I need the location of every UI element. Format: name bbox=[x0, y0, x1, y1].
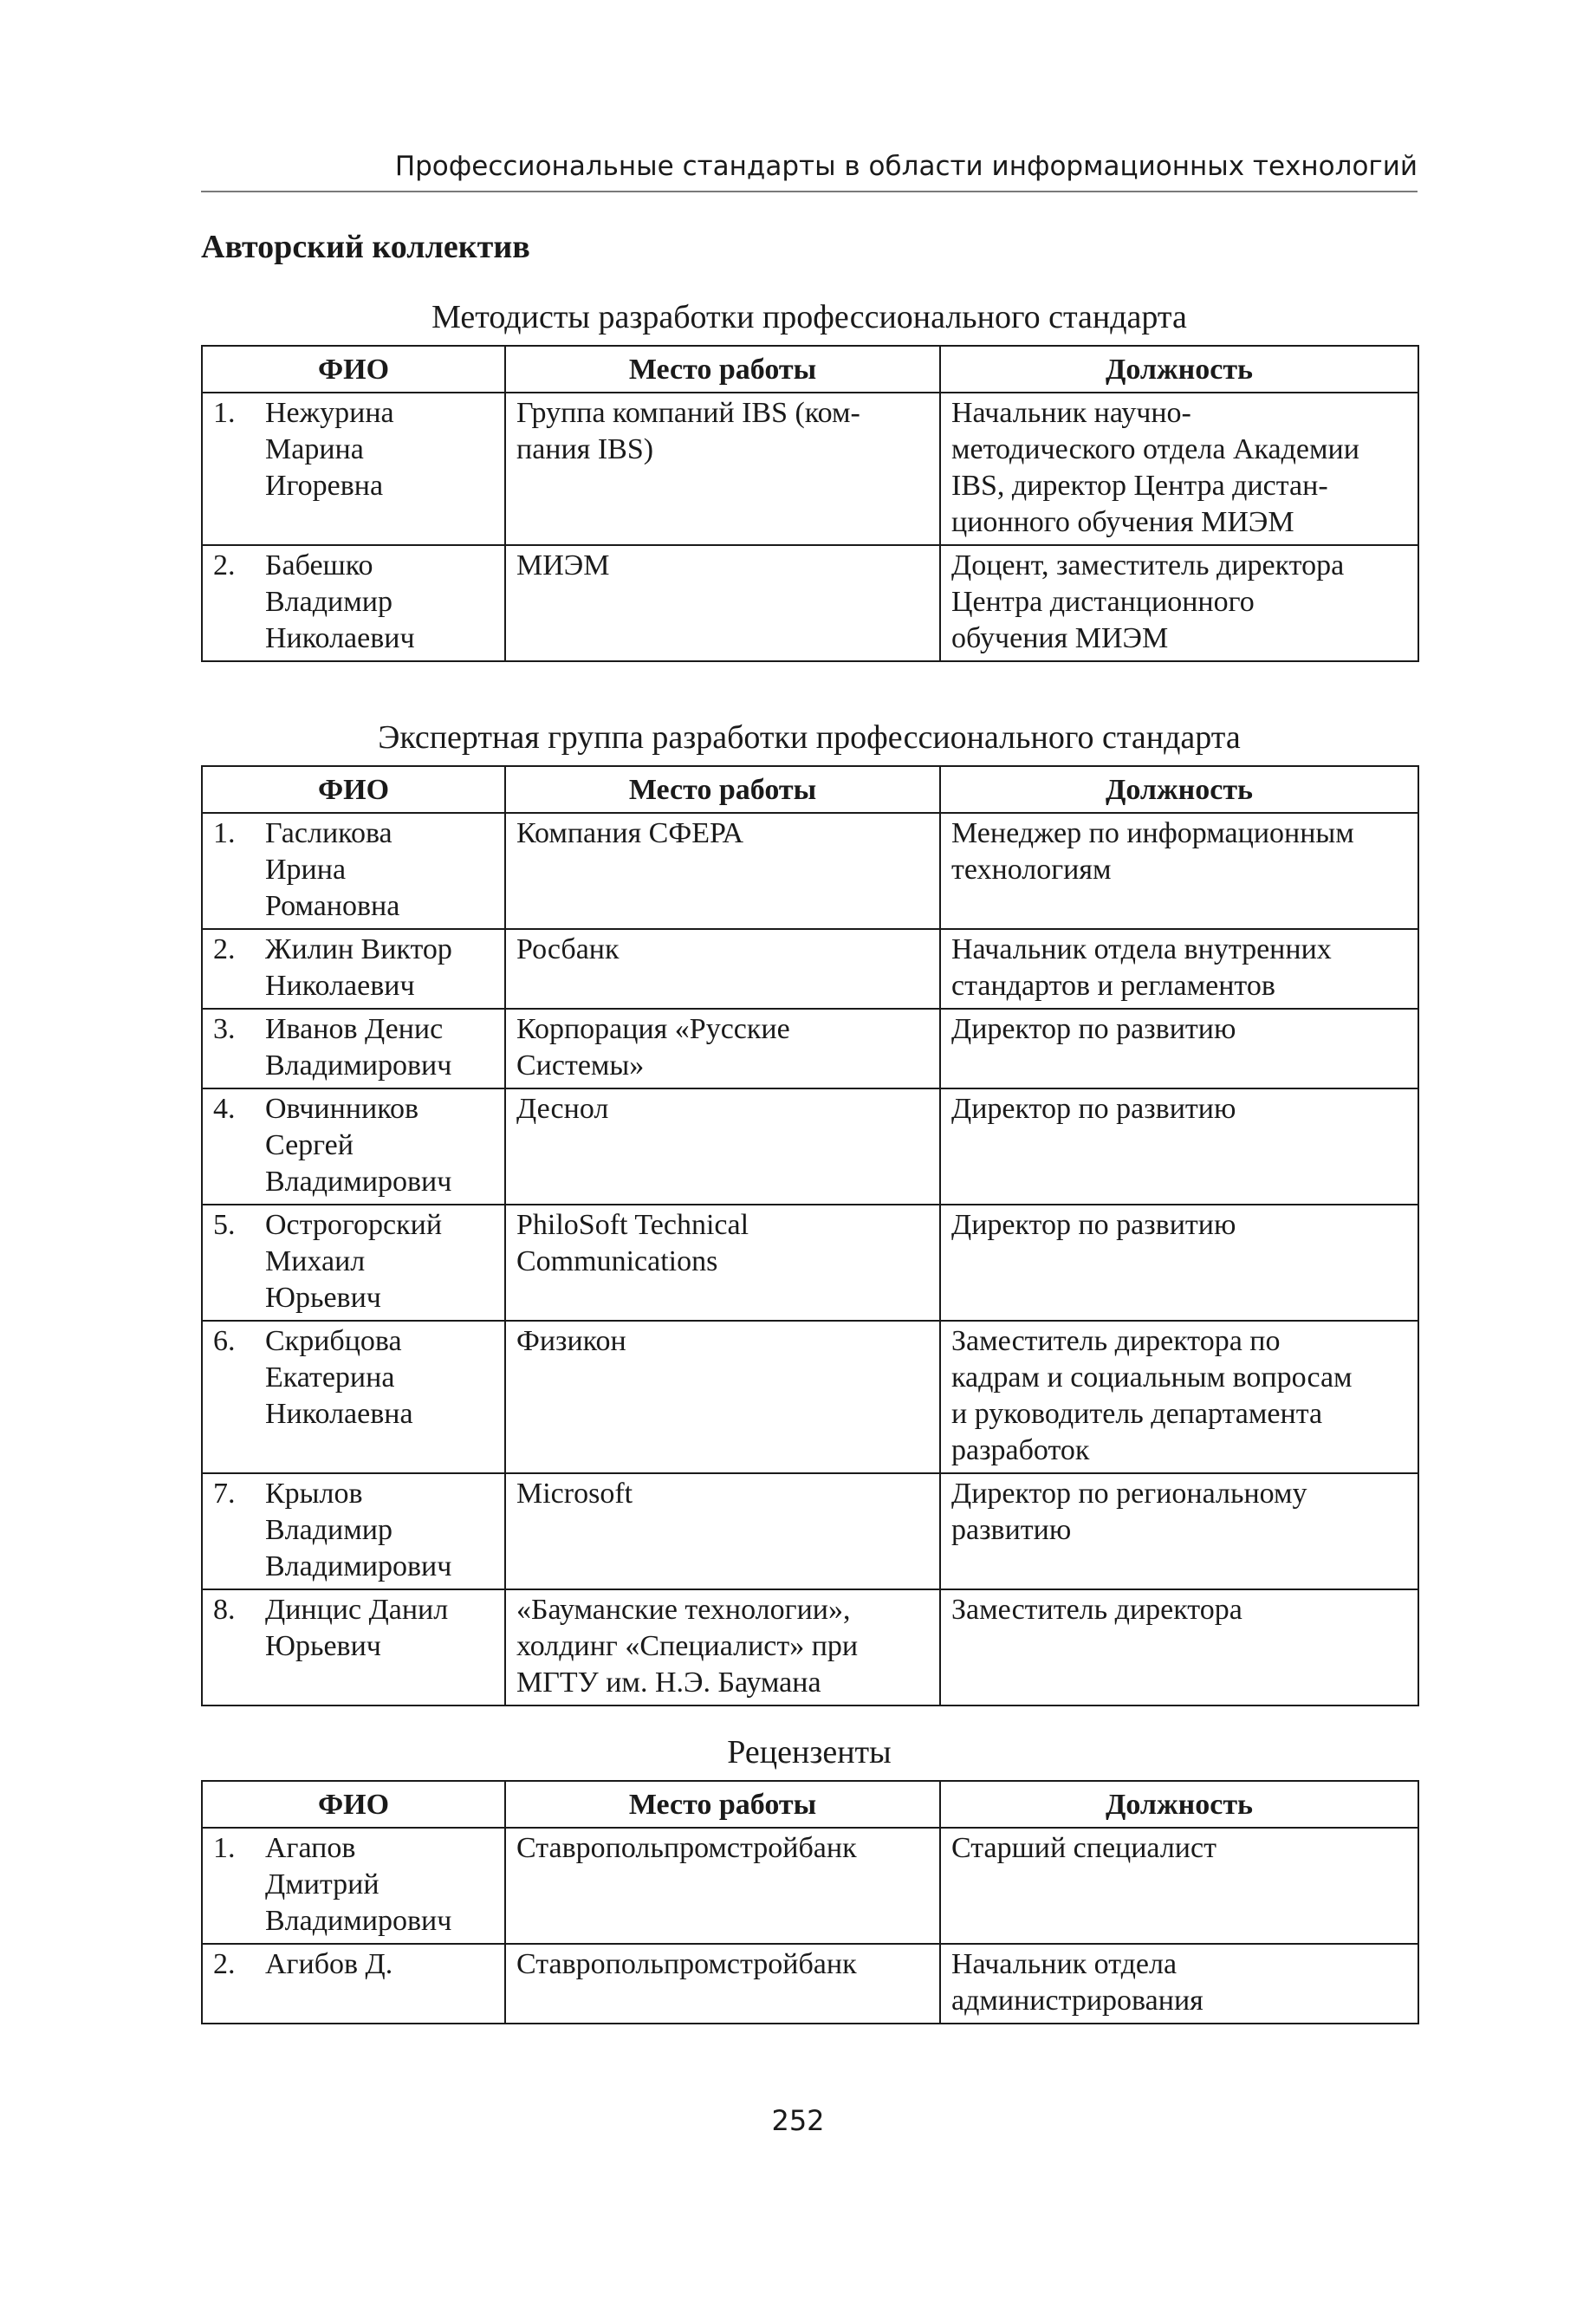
column-header-position: Должность bbox=[940, 346, 1418, 393]
table-row bbox=[202, 393, 1418, 545]
person-name: Агапов Дмитрий Владимирович bbox=[265, 1832, 452, 1937]
fio-cell bbox=[202, 1088, 505, 1205]
workplace-cell: Microsoft bbox=[505, 1473, 940, 1589]
table-row bbox=[202, 1088, 1418, 1205]
fio-wrapper bbox=[213, 815, 494, 925]
row-number: 5. bbox=[213, 1209, 236, 1241]
position-cell: Доцент, заместитель директора Центра дистанционного обучения МИЭМ bbox=[940, 545, 1418, 661]
workplace-cell: Корпорация «Русские Системы» bbox=[505, 1009, 940, 1088]
workplace-cell: Ставропольпромстройбанк bbox=[505, 1944, 940, 2024]
fio-wrapper bbox=[213, 1946, 494, 1983]
person-name: Острогорский Михаил Юрьевич bbox=[265, 1209, 443, 1314]
fio-cell bbox=[202, 1473, 505, 1589]
position-cell: Директор по развитию bbox=[940, 1088, 1418, 1205]
column-header-workplace: Место работы bbox=[505, 766, 940, 813]
table-row bbox=[202, 1473, 1418, 1589]
fio-cell bbox=[202, 929, 505, 1009]
position-cell: Начальник отдела администрирования bbox=[940, 1944, 1418, 2024]
fio-cell bbox=[202, 1944, 505, 2024]
workplace-cell: Росбанк bbox=[505, 929, 940, 1009]
position-cell: Менеджер по информационным технологиям bbox=[940, 813, 1418, 929]
person-name: Крылов Владимир Владимирович bbox=[265, 1478, 452, 1582]
table-row bbox=[202, 1828, 1418, 1944]
table-caption: Рецензенты bbox=[727, 1734, 892, 1770]
row-number: 2. bbox=[213, 933, 236, 965]
row-number: 6. bbox=[213, 1325, 236, 1357]
workplace-cell: Физикон bbox=[505, 1321, 940, 1473]
table-row bbox=[202, 545, 1418, 661]
workplace-cell: Группа компаний IBS (ком- пания IBS) bbox=[505, 393, 940, 545]
person-name: Нежурина Марина Игоревна bbox=[265, 397, 394, 502]
section-title: Авторский коллектив bbox=[201, 229, 530, 265]
table-caption: Методисты разработки профессионального стандарта bbox=[431, 299, 1187, 335]
fio-wrapper bbox=[213, 548, 494, 657]
column-header-fio: ФИО bbox=[202, 346, 505, 393]
table-row bbox=[202, 929, 1418, 1009]
row-number: 3. bbox=[213, 1013, 236, 1045]
column-header-workplace: Место работы bbox=[505, 1781, 940, 1828]
fio-cell bbox=[202, 393, 505, 545]
position-cell: Начальник отдела внутренних стандартов и регламентов bbox=[940, 929, 1418, 1009]
position-cell: Директор по региональному развитию bbox=[940, 1473, 1418, 1589]
workplace-cell: Ставропольпромстройбанк bbox=[505, 1828, 940, 1944]
fio-cell bbox=[202, 813, 505, 929]
fio-cell bbox=[202, 1828, 505, 1944]
person-name: Жилин Виктор Николаевич bbox=[265, 933, 452, 1002]
column-header-position: Должность bbox=[940, 766, 1418, 813]
person-name: Гасликова Ирина Романовна bbox=[265, 817, 400, 922]
experts-block bbox=[201, 715, 1418, 1706]
table-row bbox=[202, 1944, 1418, 2024]
position-cell: Директор по развитию bbox=[940, 1009, 1418, 1088]
row-number: 4. bbox=[213, 1093, 236, 1125]
reviewers-block bbox=[201, 1730, 1418, 2024]
fio-cell bbox=[202, 1009, 505, 1088]
person-name: Бабешко Владимир Николаевич bbox=[265, 549, 415, 654]
fio-wrapper bbox=[213, 1011, 494, 1084]
column-header-position: Должность bbox=[940, 1781, 1418, 1828]
methodologists-table bbox=[201, 345, 1419, 662]
fio-cell bbox=[202, 545, 505, 661]
fio-wrapper bbox=[213, 1476, 494, 1585]
fio-wrapper bbox=[213, 1323, 494, 1433]
row-number: 1. bbox=[213, 397, 236, 429]
fio-cell bbox=[202, 1321, 505, 1473]
methodologists-block bbox=[201, 295, 1418, 662]
fio-wrapper bbox=[213, 1830, 494, 1939]
fio-cell bbox=[202, 1589, 505, 1706]
fio-cell bbox=[202, 1205, 505, 1321]
person-name: Скрибцова Екатерина Николаевна bbox=[265, 1325, 413, 1430]
page-number: 252 bbox=[771, 2104, 825, 2137]
column-header-fio: ФИО bbox=[202, 1781, 505, 1828]
table-row bbox=[202, 813, 1418, 929]
running-header: Профессиональные стандарты в области информационных технологий bbox=[201, 149, 1418, 192]
table-row bbox=[202, 1589, 1418, 1706]
position-cell: Старший специалист bbox=[940, 1828, 1418, 1944]
row-number: 7. bbox=[213, 1478, 236, 1510]
row-number: 1. bbox=[213, 817, 236, 849]
experts-table bbox=[201, 765, 1419, 1706]
row-number: 2. bbox=[213, 549, 236, 581]
fio-wrapper bbox=[213, 1207, 494, 1316]
position-cell: Заместитель директора по кадрам и социальным вопросам и руководитель департамента разработок bbox=[940, 1321, 1418, 1473]
reviewers-table bbox=[201, 1780, 1419, 2024]
workplace-cell: МИЭМ bbox=[505, 545, 940, 661]
table-caption: Экспертная группа разработки профессионального стандарта bbox=[378, 719, 1241, 756]
fio-wrapper bbox=[213, 1592, 494, 1665]
workplace-cell: Деснол bbox=[505, 1088, 940, 1205]
person-name: Динцис Данил Юрьевич bbox=[265, 1594, 449, 1662]
table-row bbox=[202, 1009, 1418, 1088]
workplace-cell: «Бауманские технологии», холдинг «Специалист» при МГТУ им. Н.Э. Баумана bbox=[505, 1589, 940, 1706]
person-name: Овчинников Сергей Владимирович bbox=[265, 1093, 452, 1198]
workplace-cell: PhiloSoft Technical Communications bbox=[505, 1205, 940, 1321]
fio-wrapper bbox=[213, 1091, 494, 1200]
column-header-fio: ФИО bbox=[202, 766, 505, 813]
row-number: 1. bbox=[213, 1832, 236, 1864]
column-header-workplace: Место работы bbox=[505, 346, 940, 393]
row-number: 2. bbox=[213, 1948, 236, 1980]
person-name: Иванов Денис Владимирович bbox=[265, 1013, 452, 1082]
position-cell: Начальник научно- методического отдела Академии IBS, директор Центра дистан- ционного обучения МИЭМ bbox=[940, 393, 1418, 545]
person-name: Агибов Д. bbox=[265, 1948, 393, 1980]
position-cell: Заместитель директора bbox=[940, 1589, 1418, 1706]
row-number: 8. bbox=[213, 1594, 236, 1626]
fio-wrapper bbox=[213, 932, 494, 1004]
table-row bbox=[202, 1205, 1418, 1321]
workplace-cell: Компания СФЕРА bbox=[505, 813, 940, 929]
position-cell: Директор по развитию bbox=[940, 1205, 1418, 1321]
table-row bbox=[202, 1321, 1418, 1473]
fio-wrapper bbox=[213, 395, 494, 504]
